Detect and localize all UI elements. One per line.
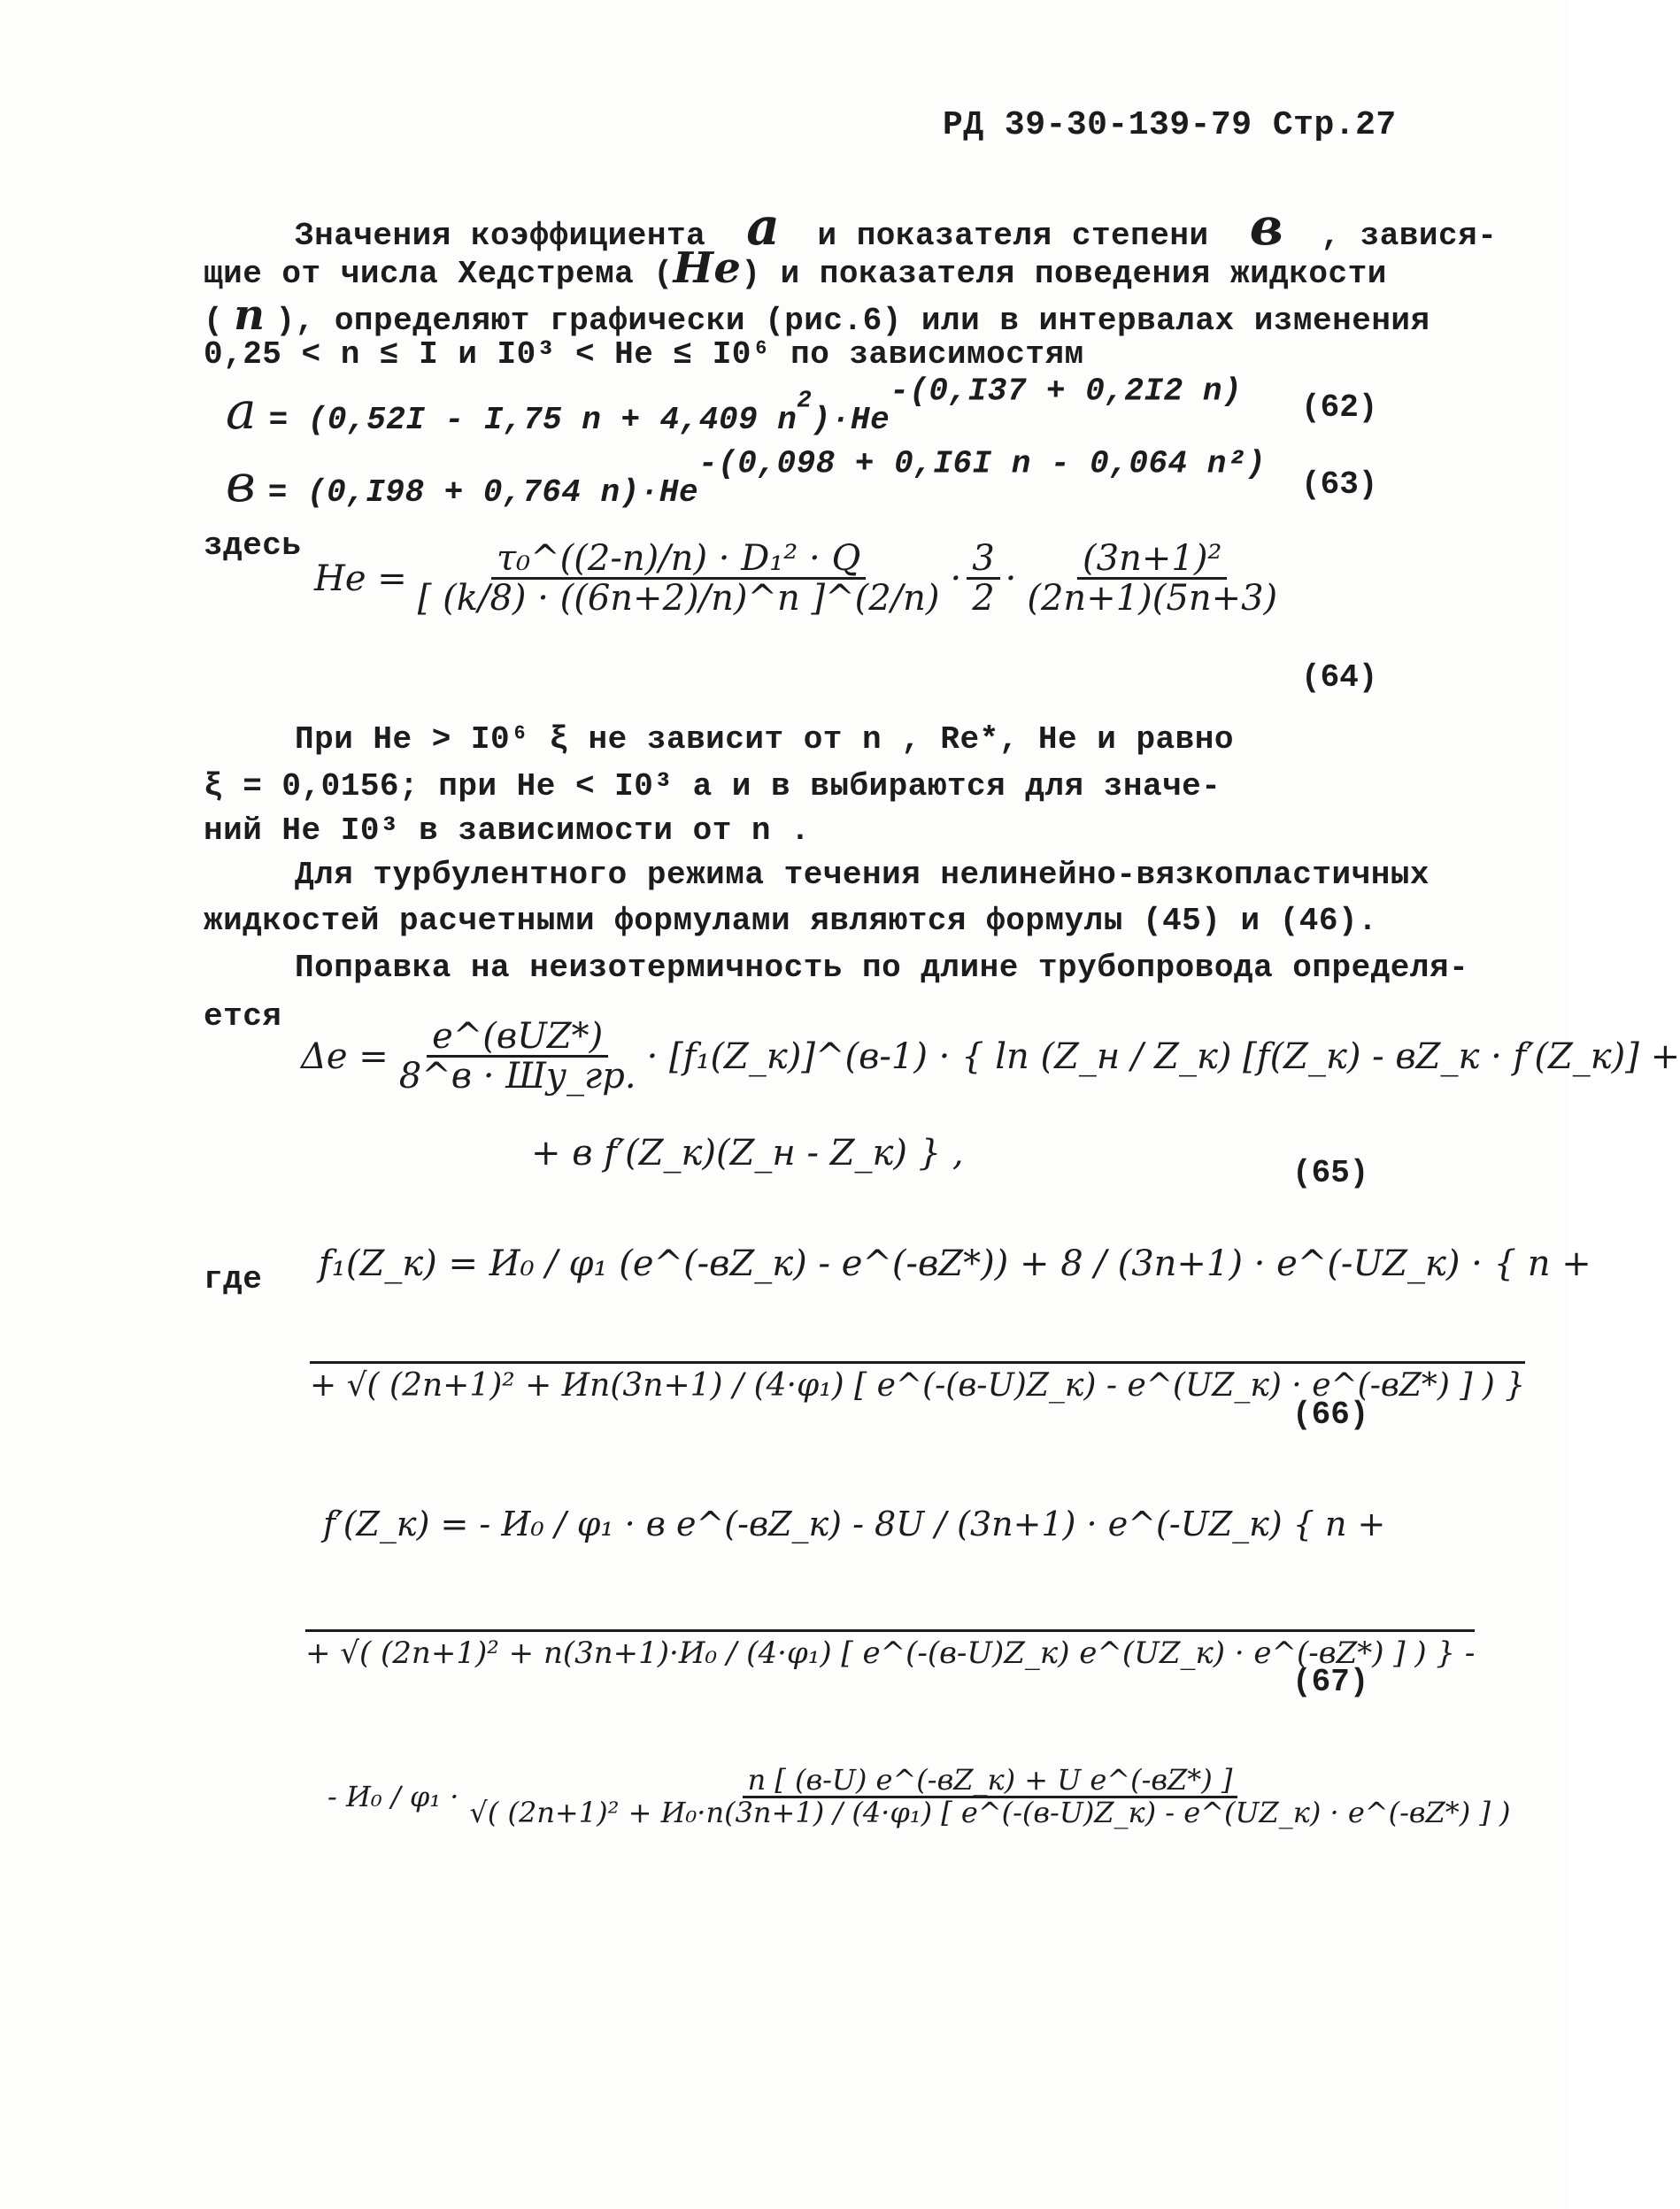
- eq64-fraction-2: [967, 540, 999, 617]
- equation-63: [226, 445, 1267, 513]
- label-gde: где: [204, 1261, 263, 1297]
- symbol-n: n: [234, 290, 266, 340]
- equation-65-line-2: + в f′(Z_к)(Z_н - Z_к) } ,: [531, 1133, 964, 1174]
- eq66-term-2: 8 / (3n+1) · e^(-UZ_к) · { n +: [1060, 1243, 1591, 1284]
- paragraph-1-line-3: [204, 290, 1430, 340]
- equation-number-63: (63): [1301, 466, 1378, 503]
- eq65-line-1-text: · [f₁(Z_к)]^(в-1) · { ln (Z_н / Z_к) [f(Z_к) - вZ_к · f′(Z_к)] +: [646, 1035, 1680, 1077]
- text: Значения коэффициента: [295, 218, 706, 254]
- equation-65-line-1: [301, 1018, 1680, 1095]
- eq62-lhs: a: [226, 381, 257, 441]
- symbol-he: He: [673, 243, 742, 293]
- eq66-lhs: f₁(Z_к) =: [319, 1243, 478, 1284]
- eq62-tail: )·He: [811, 402, 890, 438]
- paragraph-3-line-2: жидкостей расчетными формулами являются формулы (45) и (46).: [204, 903, 1378, 939]
- eq64-f1-den: [ (k/8) · ((6n+2)/n)^n ]^(2/n): [417, 578, 940, 619]
- eq67-num: n [ (в-U) e^(-вZ_к) + U e^(-вZ*) ]: [743, 1766, 1238, 1798]
- eq66-radical: + √( (2n+1)² + Иn(3n+1) / (4·φ₁) [ e^(-(в-U)Z_к) - e^(UZ_к) · e^(-вZ*) ] ) }: [310, 1361, 1525, 1404]
- paragraph-3-line-1: Для турбулентного режима течения нелинейно-вязкопластичных: [295, 857, 1430, 893]
- eq64-fraction-3: [1021, 540, 1283, 617]
- equation-62: a = (0,52I - I,75 n + 4,409 $n^2)\cdot He^{-(0,I37 + 0,2I2 n)}$: [226, 373, 1243, 441]
- eq67-prefix: - И₀ / φ₁ ·: [328, 1780, 459, 1814]
- paragraph-1-line-4: 0,25 < n ≤ I и I0³ < He ≤ I0⁶ по зависимостям: [204, 336, 1084, 373]
- equation-number-67: (67): [1292, 1664, 1369, 1700]
- equation-67-line-1: f′(Z_к) = - И₀ / φ₁ · в e^(-вZ_к) - 8U / (3n+1) · e^(-UZ_к) { n +: [323, 1505, 1386, 1543]
- eq64-f3-num: (3n+1)²: [1077, 540, 1227, 580]
- eq67-fraction: [464, 1763, 1515, 1829]
- equation-number-62: (62): [1301, 389, 1378, 426]
- eq64-fraction-1: [412, 540, 945, 617]
- paragraph-2-line-3: ний He I0³ в зависимости от n .: [204, 812, 811, 849]
- eq64-f3-den: (2n+1)(5n+3): [1027, 578, 1278, 619]
- eq67-den: √( (2n+1)² + И₀·n(3n+1) / (4·φ₁) [ e^(-(в-U)Z_к) - e^(UZ_к) · e^(-вZ*) ] ): [469, 1795, 1511, 1829]
- paragraph-2-line-2: ξ = 0,0156; при He < I0³ a и в выбираются для значе-: [204, 768, 1221, 804]
- symbol-b: в: [1249, 196, 1284, 257]
- label-zdes: здесь: [204, 527, 302, 564]
- equation-number-64: (64): [1301, 659, 1378, 696]
- eq64-f1-num: τ₀^((2-n)/n) · D₁² · Q: [491, 540, 866, 580]
- page-header: РД 39-30-139-79 Стр.27: [943, 106, 1397, 144]
- eq63-lhs: в: [226, 453, 256, 513]
- eq65-den: 8^в · Шу_гр.: [398, 1056, 636, 1097]
- symbol-a: a: [746, 196, 781, 257]
- equation-64: He = $\frac{\text{τ₀\textasciicircum{}((2-n)/n) · D₁² · Q}}{[ (k/8) \cdot ((6n+2)/n)\^{}n ]\^{}(2/n)}$ · $\frac{3}{2}$ · $\frac{\text{(3n+1)²}}{(2n+1)(5n+3)}$: [314, 540, 1288, 617]
- eq64-f2-num: 3: [967, 540, 999, 580]
- text: ) и показателя поведения жидкости: [741, 256, 1387, 292]
- paragraph-4-line-2: ется: [204, 998, 282, 1035]
- equation-67-line-3: [328, 1763, 1522, 1829]
- equation-66-line-1: [319, 1243, 1591, 1284]
- eq65-num: e^(вUZ*): [427, 1018, 608, 1058]
- eq64-lhs: He =: [314, 558, 407, 599]
- text: ), определяют графически (рис.6) или в интервалах изменения: [275, 303, 1430, 339]
- eq65-fraction: [394, 1018, 642, 1095]
- paragraph-2-line-1: При He > I0⁶ ξ не зависит от n , Re*, He и равно: [295, 721, 1234, 758]
- text: , завися-: [1321, 218, 1498, 254]
- eq64-f2-den: 2: [972, 578, 995, 619]
- eq62-exponent: -(0,I37 + 0,2I2 n): [890, 373, 1243, 410]
- paragraph-4-line-1: Поправка на неизотермичность по длине трубопровода определя-: [295, 950, 1469, 986]
- eq66-term-1: И₀ / φ₁ (e^(-вZ_к) - e^(-вZ*)) +: [489, 1243, 1050, 1284]
- eq63-exponent: -(0,098 + 0,I6I n - 0,064 n²): [698, 445, 1267, 482]
- text: (: [204, 303, 224, 339]
- equation-number-65: (65): [1292, 1155, 1369, 1191]
- paragraph-1-line-2: [204, 243, 1387, 293]
- eq63-body: = (0,I98 + 0,764 n)·He: [267, 474, 699, 511]
- equation-number-66: (66): [1292, 1397, 1369, 1433]
- eq67-radical: + √( (2n+1)² + n(3n+1)·И₀ / (4·φ₁) [ e^(-(в-U)Z_к) e^(UZ_к) · e^(-вZ*) ] ) } -: [305, 1629, 1475, 1671]
- eq65-lhs: Δe =: [301, 1035, 389, 1077]
- text: щие от числа Хедстрема (: [204, 256, 674, 292]
- eq62-body: = (0,52I - I,75 n + 4,409 n: [268, 402, 798, 438]
- text: и показателя степени: [817, 218, 1209, 254]
